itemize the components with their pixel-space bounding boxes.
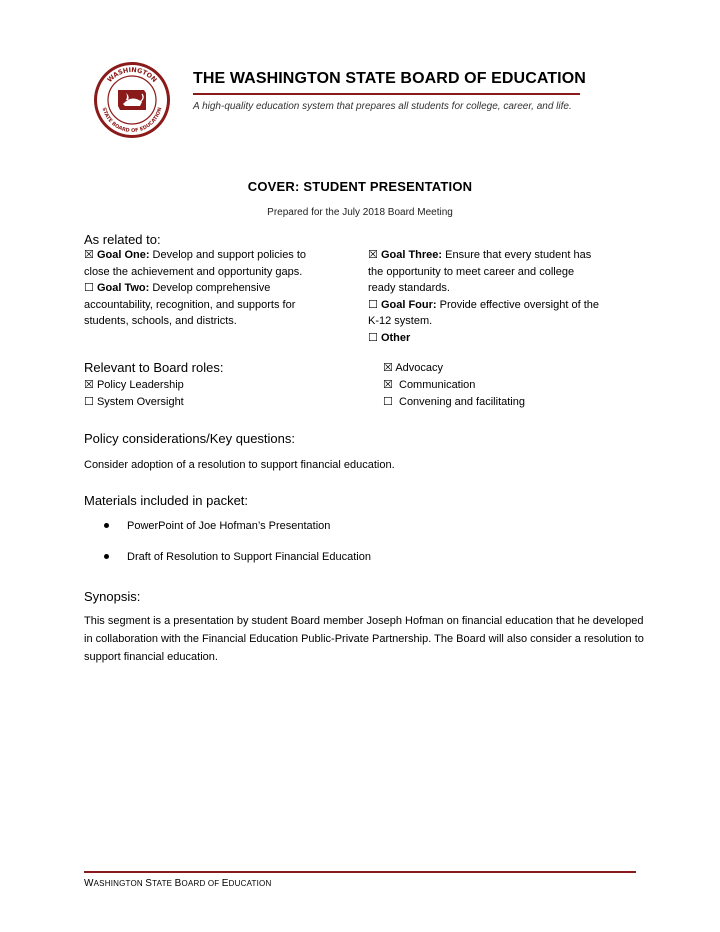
role-checkbox: ☒: [383, 362, 393, 374]
footer-cap: E: [221, 878, 229, 889]
goal-four-text-cont: K-12 system.: [368, 315, 433, 327]
footer-part: TATE: [152, 879, 175, 888]
goal-three-label: Goal Three:: [380, 249, 443, 261]
materials-item-label: Draft of Resolution to Support Financial Education: [127, 551, 371, 563]
synopsis-text: This segment is a presentation by student Board member Joseph Hofman on financial education that he developed in collaboration with the Financial Education Public-Private Partnership. The Board will also consider a resolution to support financial education.: [84, 615, 644, 663]
role-label: System Oversight: [96, 396, 184, 408]
goal-two-text-cont: accountability, recognition, and supports for: [84, 298, 296, 311]
goal-two-checkbox: ☐: [84, 282, 94, 294]
goal-three: [368, 247, 599, 346]
synopsis-heading: Synopsis:: [84, 589, 141, 604]
org-tagline: A high-quality education system that prepares all students for college, career, and life.: [193, 101, 572, 112]
role-checkbox: ☒: [84, 379, 94, 391]
footer-cap: S: [145, 878, 153, 889]
role-advocacy: [383, 360, 525, 377]
role-convening: [383, 394, 525, 411]
goal-three-text-cont: the opportunity to meet career and college: [368, 265, 575, 278]
role-checkbox: ☐: [383, 396, 393, 408]
role-label: Convening and facilitating: [399, 396, 525, 408]
materials-item: [104, 520, 330, 532]
footer-part: ASHINGTON: [93, 879, 146, 888]
role-label: Communication: [399, 379, 476, 391]
role-policy-leadership: [84, 377, 184, 394]
bullet-icon: [104, 523, 109, 528]
materials-item-label: PowerPoint of Joe Hofman’s Presentation: [127, 520, 331, 532]
prepared-for: Prepared for the July 2018 Board Meeting: [267, 207, 453, 218]
role-system-oversight: [84, 394, 184, 411]
goal-one-checkbox: ☒: [84, 249, 94, 261]
goal-one-text: Develop and support policies to: [149, 249, 307, 261]
footer-part: DUCATION: [228, 879, 272, 888]
goal-two-label: Goal Two:: [96, 282, 150, 294]
related-heading: As related to:: [84, 232, 161, 247]
goal-one-label: Goal One:: [96, 249, 150, 261]
role-label: Advocacy: [395, 362, 444, 374]
policy-text: Consider adoption of a resolution to support financial education.: [84, 459, 395, 471]
org-title: THE WASHINGTON STATE BOARD OF EDUCATION: [193, 70, 586, 87]
goal-two-text: Develop comprehensive: [149, 282, 271, 294]
role-checkbox: ☐: [84, 396, 94, 408]
materials-item: [104, 551, 371, 563]
roles-right: [383, 360, 525, 411]
role-checkbox: ☒: [383, 379, 393, 391]
footer-cap: W: [84, 878, 94, 889]
footer-divider: [84, 871, 636, 873]
footer-org-name: [84, 878, 271, 889]
footer-cap: B: [174, 878, 182, 889]
goal-four-label: Goal Four:: [380, 298, 437, 311]
goal-one-text-cont: close the achievement and opportunity gaps.: [84, 265, 303, 278]
roles-left: [84, 377, 184, 411]
roles-heading: Relevant to Board roles:: [84, 360, 224, 375]
header-divider: [193, 93, 580, 95]
materials-heading: Materials included in packet:: [84, 493, 249, 508]
cover-title: COVER: STUDENT PRESENTATION: [247, 179, 473, 194]
role-label: Policy Leadership: [96, 379, 184, 391]
seal-bottom-text: STATE BOARD OF EDUCATION: [100, 106, 164, 135]
board-seal-logo: [92, 60, 172, 140]
goal-one: [84, 247, 306, 330]
footer-part: OARD OF: [181, 879, 222, 888]
other-label: Other: [380, 331, 411, 344]
policy-heading: Policy considerations/Key questions:: [84, 431, 296, 446]
role-communication: [383, 377, 525, 394]
goal-four-checkbox: ☐: [368, 298, 378, 311]
bullet-icon: [104, 554, 109, 559]
goal-three-text: Ensure that every student has: [442, 249, 592, 261]
seal-top-text: WASHINGTON: [105, 65, 159, 84]
goal-two-text-cont2: students, schools, and districts.: [84, 315, 237, 327]
goal-four-text: Provide effective oversight of the: [436, 298, 599, 311]
goal-three-text-cont2: ready standards.: [368, 282, 450, 294]
other-checkbox: ☐: [368, 331, 378, 344]
goal-three-checkbox: ☒: [368, 249, 378, 261]
